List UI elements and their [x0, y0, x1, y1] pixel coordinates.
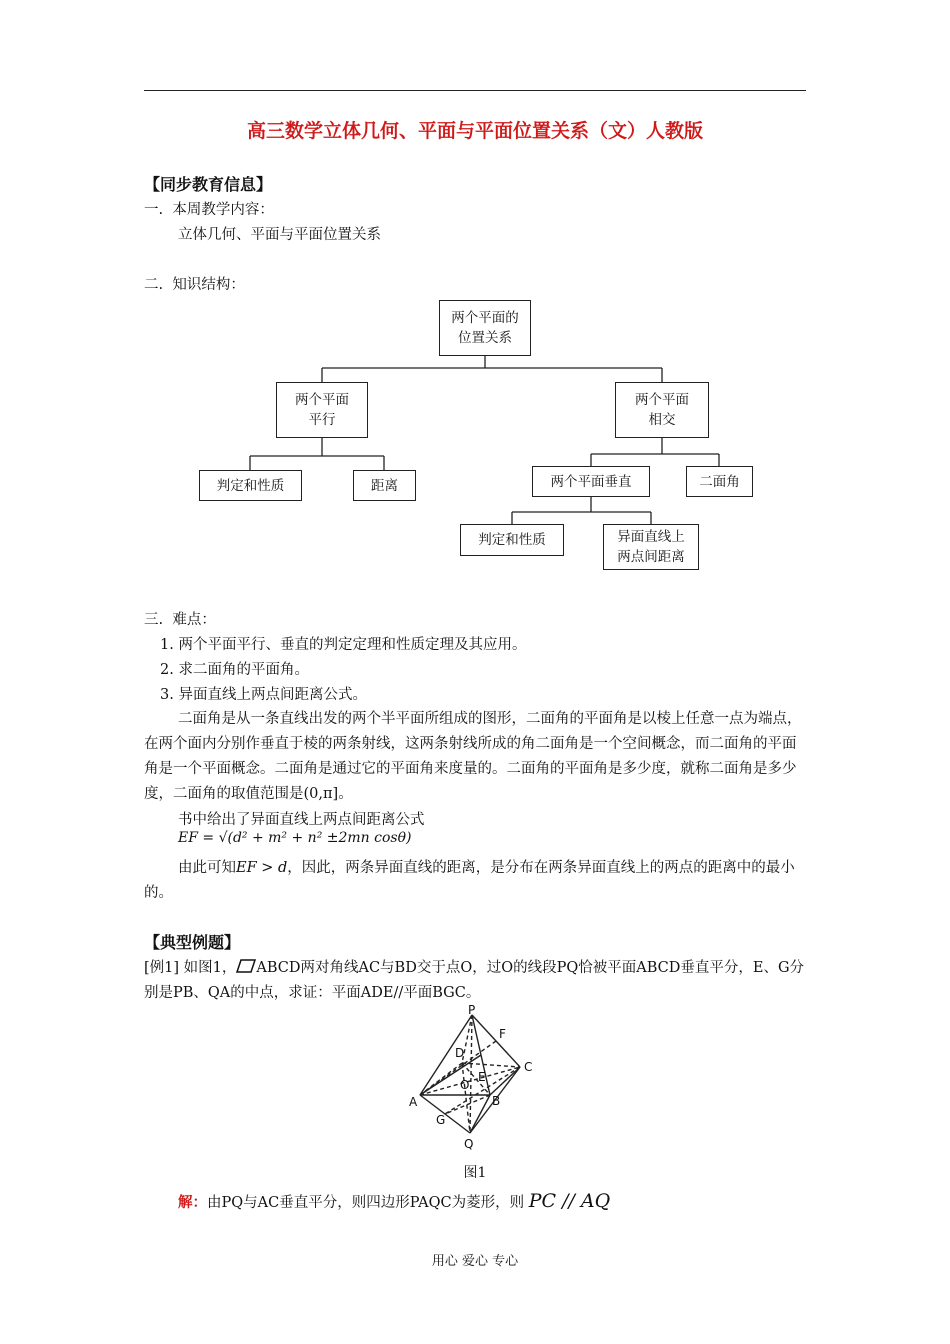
diagram-node-judge-2: 判定和性质: [460, 524, 564, 556]
diagram-node-skew-distance: 异面直线上 两点间距离: [603, 524, 699, 570]
figure-label-g: G: [436, 1113, 446, 1127]
diagram-node-distance: 距离: [353, 470, 416, 501]
item-1-label: 一.: [144, 202, 164, 218]
figure-label-q: Q: [464, 1137, 474, 1151]
figure-label-d: D: [455, 1046, 465, 1060]
item-3: [144, 608, 216, 629]
section-heading-sync-info: 【同步教育信息】: [144, 175, 273, 194]
paragraph-dihedral-text: 二面角是从一条直线出发的两个半平面所组成的图形，二面角的平面角是以棱上任意一点为端点，在两个面内分别作垂直于棱的两条射线，这两条射线所成的角二面角是一个空间概念，而二面角的平面角是一个平面概念。二面角是通过它的平面角来度量的。二面角的平面角是多少度，就称二面角是多少度，二面角的取值范围是: [144, 711, 802, 802]
difficulty-2: 2. 求二面角的平面角。: [160, 662, 309, 678]
example-1-text: ABCD两对角线AC与BD交于点O，过O的线段PQ恰被平面ABCD垂直平分，E、G分别是PB、QA的中点，求证：平面ADE//平面BGC。: [144, 960, 805, 1001]
conclusion-math: EF > d: [236, 860, 288, 876]
item-1-content: 立体几何、平面与平面位置关系: [178, 227, 381, 243]
section-heading-examples: 【典型例题】: [144, 933, 241, 952]
paragraph-conclusion-a: 由此可知: [178, 860, 236, 876]
paragraph-conclusion: [144, 856, 810, 906]
solution-text: 由PQ与AC垂直平分，则四边形PAQC为菱形，则: [207, 1195, 525, 1211]
item-3-text: 难点：: [172, 612, 216, 628]
figure-1-caption: 图1: [463, 1165, 487, 1181]
diagram-node-intersect: 两个平面 相交: [615, 382, 709, 438]
solution: [178, 1190, 610, 1212]
page-footer: 用心 爱心 专心: [431, 1254, 519, 1269]
figure-label-e: E: [478, 1070, 486, 1084]
difficulty-1: 1. 两个平面平行、垂直的判定定理和性质定理及其应用。: [160, 637, 527, 653]
figure-label-o: O: [460, 1078, 470, 1092]
figure-1-diagram: [400, 1005, 550, 1155]
diagram-node-dihedral: 二面角: [686, 466, 753, 497]
example-1: [144, 956, 810, 1006]
figure-label-p: P: [468, 1005, 476, 1017]
item-2-label: 二.: [144, 277, 164, 293]
diagram-node-judge-1: 判定和性质: [199, 470, 302, 501]
figure-label-c: C: [524, 1060, 533, 1074]
figure-label-b: B: [492, 1094, 501, 1108]
diagram-node-parallel: 两个平面 平行: [276, 382, 368, 438]
paragraph-conclusion-b: ，因此，两条异面直线的距离，是分布在两条异面直线上的两点的距离中的最小的。: [144, 860, 795, 901]
figure-label-a: A: [409, 1095, 418, 1109]
figure-label-f: F: [499, 1027, 506, 1041]
solution-math: PC // AQ: [528, 1190, 611, 1212]
example-1-prefix: [例1] 如图1，: [144, 960, 237, 976]
difficulty-3: 3. 异面直线上两点间距离公式。: [160, 687, 367, 703]
page-title: 高三数学立体几何、平面与平面位置关系（文）人教版: [246, 120, 703, 142]
solution-label: 解：: [178, 1194, 207, 1211]
item-1-text: 本周教学内容：: [172, 202, 274, 218]
paragraph-dihedral: [144, 707, 810, 807]
paragraph-formula-intro: 书中给出了异面直线上两点间距离公式: [178, 812, 425, 828]
paragraph-dihedral-end: 。: [338, 786, 353, 802]
diagram-node-perpendicular: 两个平面垂直: [532, 466, 650, 497]
item-3-label: 三.: [144, 612, 164, 628]
distance-formula: EF = √(d² + m² + n² ±2mn cosθ): [178, 830, 412, 846]
item-2-text: 知识结构：: [172, 277, 245, 293]
parallelogram-icon: [236, 959, 256, 973]
diagram-node-root: 两个平面的 位置关系: [439, 300, 531, 356]
dihedral-range: (0,π]: [303, 786, 339, 802]
